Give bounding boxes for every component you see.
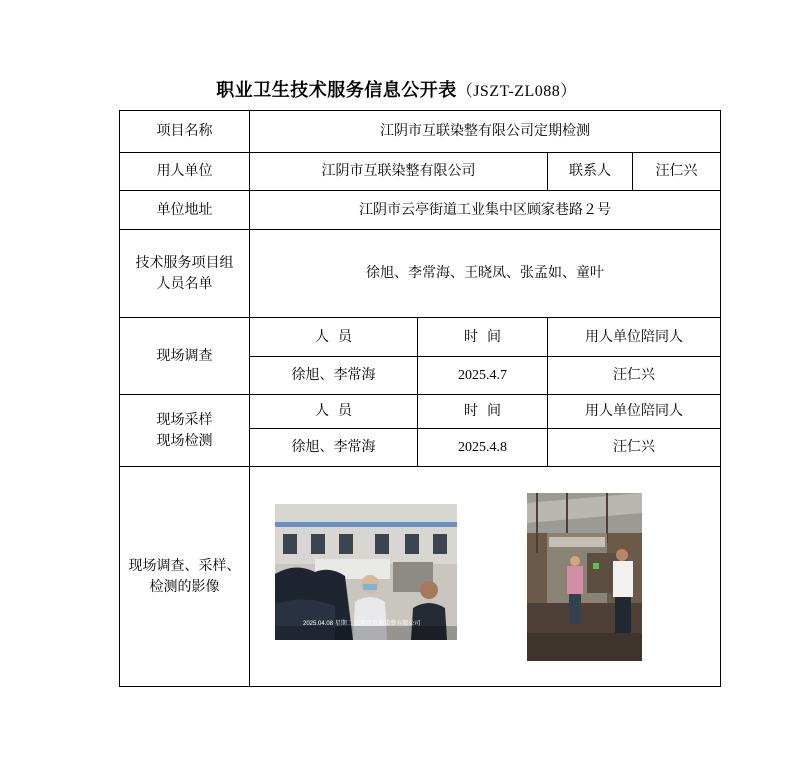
row-sampling-header <box>120 395 721 429</box>
sampling-person: 徐旭、李常海 <box>250 429 418 467</box>
row-address <box>120 191 721 230</box>
info-table <box>119 110 721 687</box>
employer-label: 用人单位 <box>120 153 250 191</box>
team-label <box>120 230 250 318</box>
sampling-label-text: 现场采样现场检测 <box>156 411 213 449</box>
address-label: 单位地址 <box>120 191 250 230</box>
team-value: 徐旭、李常海、王晓凤、张孟如、童叶 <box>250 230 721 318</box>
survey-col-person: 人 员 <box>250 318 418 357</box>
page-title <box>0 76 793 102</box>
survey-label: 现场调查 <box>120 318 250 395</box>
row-images <box>120 467 721 687</box>
sampling-companion: 汪仁兴 <box>548 429 721 467</box>
images-cell <box>250 467 721 687</box>
site-photo-1 <box>275 504 457 640</box>
survey-col-companion: 用人单位陪同人 <box>548 318 721 357</box>
survey-person: 徐旭、李常海 <box>250 357 418 395</box>
photo-1-caption: 2025.04.08 星期二 江阴市互联染整有限公司 <box>303 621 421 627</box>
row-survey-header <box>120 318 721 357</box>
employer-value: 江阴市互联染整有限公司 <box>250 153 548 191</box>
images-label-text: 现场调查、采样、检测的影像 <box>128 557 241 595</box>
title-code: （JSZT-ZL088） <box>456 83 577 100</box>
address-value: 江阴市云亭街道工业集中区顾家巷路２号 <box>250 191 721 230</box>
project-name-value: 江阴市互联染整有限公司定期检测 <box>250 111 721 153</box>
sampling-col-time: 时 间 <box>418 395 548 429</box>
site-photo-2 <box>527 493 642 661</box>
project-name-label: 项目名称 <box>120 111 250 153</box>
row-team <box>120 230 721 318</box>
survey-companion: 汪仁兴 <box>548 357 721 395</box>
contact-value: 汪仁兴 <box>633 153 721 191</box>
sampling-col-person: 人 员 <box>250 395 418 429</box>
row-employer <box>120 153 721 191</box>
sampling-label <box>120 395 250 467</box>
row-project-name <box>120 111 721 153</box>
survey-col-time: 时 间 <box>418 318 548 357</box>
survey-time: 2025.4.7 <box>418 357 548 395</box>
team-label-text: 技术服务项目组人员名单 <box>135 254 234 292</box>
images-label <box>120 467 250 687</box>
sampling-col-companion: 用人单位陪同人 <box>548 395 721 429</box>
contact-label: 联系人 <box>548 153 633 191</box>
sampling-time: 2025.4.8 <box>418 429 548 467</box>
title-main: 职业卫生技术服务信息公开表 <box>216 80 457 101</box>
